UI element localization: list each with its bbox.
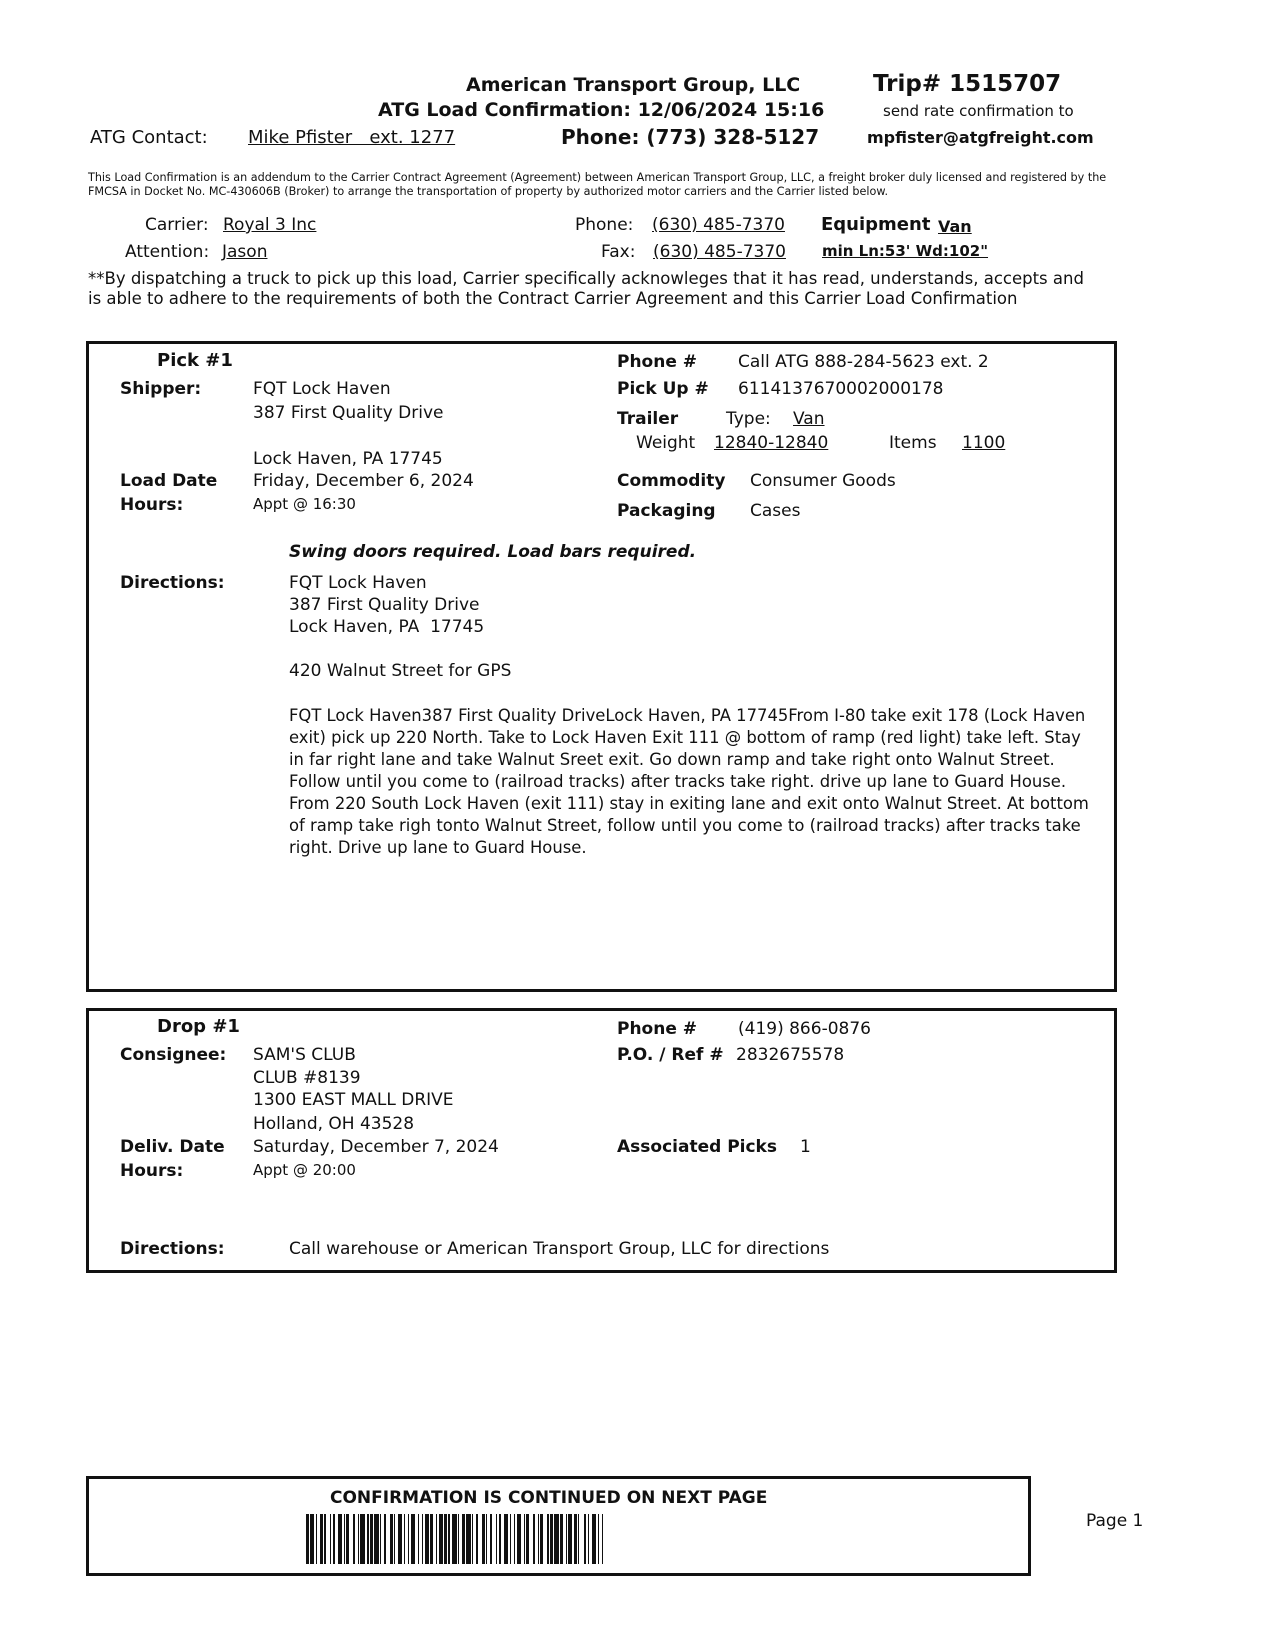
barcode bbox=[306, 1514, 607, 1564]
trailer-label: Trailer bbox=[617, 409, 679, 429]
shipper-city: Lock Haven, PA 17745 bbox=[253, 449, 443, 469]
pick-dir-line3: Lock Haven, PA 17745 bbox=[289, 617, 485, 637]
attention-name[interactable]: Jason bbox=[222, 242, 268, 262]
consignee-name: SAM'S CLUB bbox=[253, 1045, 356, 1065]
carrier-label: Carrier: bbox=[145, 215, 209, 235]
drop-phone-label: Phone # bbox=[617, 1019, 698, 1039]
consignee-line2: CLUB #8139 bbox=[253, 1068, 361, 1088]
carrier-fax-label: Fax: bbox=[601, 242, 636, 262]
dispatch-notice: **By dispatching a truck to pick up this load, Carrier specifically acknowleges that it has read, understands, accepts and is able to adhere to the requirements of both the Contract Carrier Agreement and this Carrier Load Confirmation bbox=[88, 269, 1084, 308]
pick-requirements: Swing doors required. Load bars required. bbox=[289, 542, 697, 562]
shipper-address: 387 First Quality Drive bbox=[253, 403, 444, 423]
drop-section bbox=[86, 1008, 1117, 1273]
drop-hours: Appt @ 20:00 bbox=[253, 1161, 356, 1179]
equipment-dimensions: min Ln:53' Wd:102" bbox=[822, 242, 989, 260]
weight-label: Weight bbox=[636, 433, 696, 453]
drop-hours-label: Hours: bbox=[120, 1161, 184, 1181]
continued-notice: CONFIRMATION IS CONTINUED ON NEXT PAGE bbox=[330, 1488, 768, 1508]
drop-phone: (419) 866-0876 bbox=[738, 1019, 871, 1039]
barcode-bar bbox=[603, 1514, 607, 1564]
equipment-type: Van bbox=[938, 217, 972, 236]
associated-picks: 1 bbox=[800, 1137, 811, 1157]
items: 1100 bbox=[962, 433, 1006, 453]
pickup-number-label: Pick Up # bbox=[617, 379, 709, 399]
pick-hours: Appt @ 16:30 bbox=[253, 495, 356, 513]
confirmation-line: ATG Load Confirmation: 12/06/2024 15:16 bbox=[378, 99, 825, 121]
page-number: Page 1 bbox=[1086, 1511, 1144, 1531]
deliv-date: Saturday, December 7, 2024 bbox=[253, 1137, 499, 1157]
trailer-type-label: Type: bbox=[726, 409, 771, 429]
contact-email[interactable]: mpfister@atgfreight.com bbox=[867, 128, 1094, 147]
carrier-phone-label: Phone: bbox=[575, 215, 634, 235]
carrier-phone[interactable]: (630) 485-7370 bbox=[652, 215, 785, 235]
consignee-address: 1300 EAST MALL DRIVE bbox=[253, 1090, 454, 1110]
weight: 12840-12840 bbox=[714, 433, 829, 453]
pick-phone-label: Phone # bbox=[617, 352, 698, 372]
pick-phone: Call ATG 888-284-5623 ext. 2 bbox=[738, 352, 989, 372]
po-ref-label: P.O. / Ref # bbox=[617, 1045, 724, 1065]
commodity: Consumer Goods bbox=[750, 471, 896, 491]
pick-dir-line1: FQT Lock Haven bbox=[289, 573, 427, 593]
items-label: Items bbox=[889, 433, 937, 453]
po-ref: 2832675578 bbox=[736, 1045, 845, 1065]
pick-dir-gps: 420 Walnut Street for GPS bbox=[289, 661, 512, 681]
associated-picks-label: Associated Picks bbox=[617, 1137, 777, 1157]
equipment-label: Equipment bbox=[821, 214, 931, 235]
trip-number: Trip# 1515707 bbox=[873, 71, 1062, 97]
pickup-number: 6114137670002000178 bbox=[738, 379, 944, 399]
disclaimer: This Load Confirmation is an addendum to the Carrier Contract Agreement (Agreement) between American Transport Group, LLC, a freight broker duly licensed and registered by the FMCSA in Docket No. MC-430606B (Broker) to arrange the transportation of property by authorized motor carriers and the Carrier listed below. bbox=[88, 171, 1107, 198]
packaging-label: Packaging bbox=[617, 501, 716, 521]
trailer-type: Van bbox=[793, 409, 825, 429]
load-date: Friday, December 6, 2024 bbox=[253, 471, 474, 491]
pick-title: Pick #1 bbox=[157, 350, 233, 371]
drop-title: Drop #1 bbox=[157, 1016, 240, 1037]
consignee-label: Consignee: bbox=[120, 1045, 227, 1065]
commodity-label: Commodity bbox=[617, 471, 726, 491]
pick-dir-line2: 387 First Quality Drive bbox=[289, 595, 480, 615]
shipper-label: Shipper: bbox=[120, 379, 202, 399]
drop-directions-label: Directions: bbox=[120, 1239, 225, 1259]
pick-directions-label: Directions: bbox=[120, 573, 225, 593]
contact-phone: Phone: (773) 328-5127 bbox=[561, 125, 820, 149]
pick-hours-label: Hours: bbox=[120, 495, 184, 515]
carrier-name[interactable]: Royal 3 Inc bbox=[223, 215, 317, 235]
company-name: American Transport Group, LLC bbox=[466, 74, 801, 96]
shipper-name: FQT Lock Haven bbox=[253, 379, 391, 399]
drop-directions: Call warehouse or American Transport Group, LLC for directions bbox=[289, 1239, 830, 1259]
consignee-city: Holland, OH 43528 bbox=[253, 1114, 415, 1134]
carrier-fax[interactable]: (630) 485-7370 bbox=[653, 242, 786, 262]
load-date-label: Load Date bbox=[120, 471, 218, 491]
packaging: Cases bbox=[750, 501, 801, 521]
send-rate-note: send rate confirmation to bbox=[883, 102, 1074, 120]
attention-label: Attention: bbox=[125, 242, 210, 262]
deliv-date-label: Deliv. Date bbox=[120, 1137, 225, 1157]
contact-name[interactable]: Mike Pfister ext. 1277 bbox=[248, 127, 456, 148]
contact-label: ATG Contact: bbox=[90, 127, 208, 148]
pick-dir-paragraph: FQT Lock Haven387 First Quality DriveLock Haven, PA 17745From I-80 take exit 178 (Lock Haven exit) pick up 220 North. Take to Lock Haven Exit 111 @ bottom of ramp (red light) take left. Stay in far right lane and take Walnut Sreet exit. Go down ramp and take right onto Walnut Street. Follow until you come to (railroad tracks) after tracks take right. drive up lane to Guard House. From 220 South Lock Haven (exit 111) stay in exiting lane and exit onto Walnut Street. At bottom of ramp take righ tonto Walnut Street, follow until you come to (railroad tracks) after tracks take right. Drive up lane to Guard House. bbox=[289, 706, 1089, 857]
